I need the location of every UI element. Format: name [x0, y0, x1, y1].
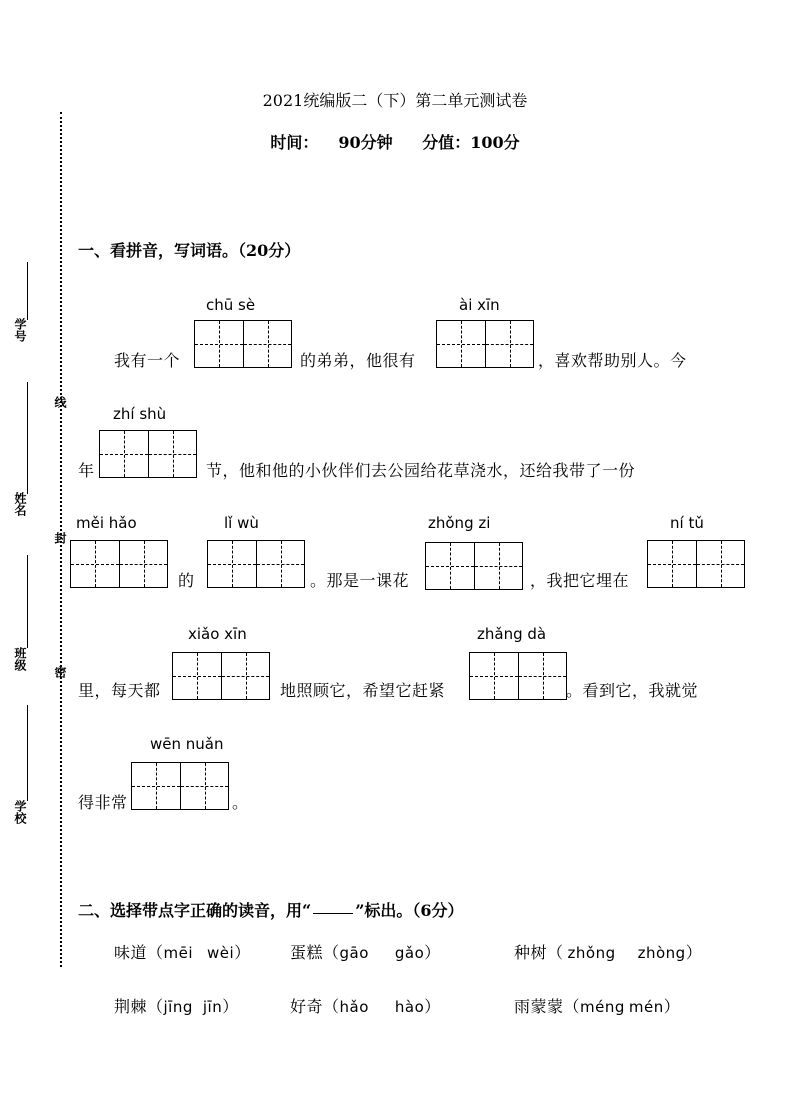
writing-box-mei-hao[interactable] [70, 540, 168, 588]
seal-char-line: 线 [53, 396, 67, 408]
choice-close: ） [424, 997, 441, 1016]
section2-heading [78, 898, 464, 921]
pinyin-zhong-zi: zhǒng zi [428, 514, 491, 532]
name-line [27, 382, 28, 494]
text-segment: 里，每天都 [78, 681, 161, 700]
choice-item [514, 940, 702, 963]
choice-word: 好奇（ [290, 997, 340, 1016]
pinyin-ni-tu: ní tǔ [670, 514, 704, 532]
pinyin-ai-xin: ài xīn [459, 296, 500, 314]
writing-box-ai-xin[interactable] [436, 320, 534, 368]
text-segment: 节，他和他的小伙伴们去公园给花草浇水，还给我带了一份 [206, 461, 636, 480]
text-segment: 。 [232, 793, 249, 812]
writing-box-chu-se[interactable] [194, 320, 292, 368]
student-id-label: 学号 [13, 318, 27, 342]
choice-word: 雨蒙蒙（ [514, 997, 581, 1016]
pinyin-li-wu: lǐ wù [224, 514, 259, 532]
choice-item [514, 994, 680, 1017]
choice-item [114, 994, 239, 1017]
text-segment: 我有一个 [114, 351, 181, 370]
choice-option[interactable]: jīn [202, 998, 223, 1016]
choice-option[interactable]: zhòng [637, 944, 686, 962]
choice-option[interactable]: zhǒng [567, 944, 616, 962]
writing-box-zhang-da[interactable] [469, 652, 567, 700]
choice-option[interactable]: mén [628, 998, 664, 1016]
text-segment: ，我把它埋在 [530, 571, 630, 590]
writing-box-li-wu[interactable] [207, 540, 305, 588]
choice-item [290, 940, 441, 963]
text-segment: 得非常 [78, 793, 128, 812]
choice-option[interactable]: méng [580, 998, 625, 1016]
text-segment: 年 [78, 461, 95, 480]
section2-heading-after: ”标出。（6分） [355, 901, 464, 920]
text-segment: 的 [178, 571, 195, 590]
choice-option[interactable]: jīng [163, 998, 193, 1016]
pinyin-chu-se: chū sè [206, 296, 256, 314]
underline-marker [313, 913, 353, 914]
choice-word: 荆棘（ [114, 997, 164, 1016]
name-label: 姓名 [13, 492, 27, 516]
score-label: 分值： [422, 133, 471, 152]
writing-box-zhi-shu[interactable] [99, 430, 197, 478]
school-line [27, 705, 28, 801]
choice-item [290, 994, 441, 1017]
seal-char-seal: 封 [53, 532, 67, 544]
pinyin-zhi-shu: zhí shù [113, 405, 167, 423]
choice-close: ） [685, 943, 703, 962]
writing-box-xiao-xin[interactable] [172, 652, 270, 700]
pinyin-xiao-xin: xiǎo xīn [188, 625, 247, 643]
text-segment: 。看到它，我就觉 [566, 681, 699, 700]
choice-option[interactable]: gǎo [394, 944, 425, 962]
page-title: 2021统编版二（下）第二单元测试卷 [262, 91, 528, 110]
seal-char-secret: 密 [53, 666, 67, 678]
student-id-line [27, 262, 28, 320]
text-segment: 的弟弟，他很有 [300, 351, 416, 370]
choice-close: ） [222, 997, 239, 1016]
writing-box-wen-nuan[interactable] [131, 762, 229, 810]
choice-option[interactable]: hǎo [339, 998, 369, 1016]
writing-box-ni-tu[interactable] [647, 540, 745, 588]
score-value: 100分 [470, 133, 520, 152]
school-label: 学校 [13, 800, 27, 824]
choice-word: 种树（ [514, 943, 564, 962]
choice-option[interactable]: hào [394, 998, 425, 1016]
pinyin-mei-hao: měi hǎo [76, 514, 137, 532]
choice-close: ） [424, 943, 441, 962]
pinyin-wen-nuan: wēn nuǎn [150, 735, 224, 753]
choice-item [114, 940, 251, 963]
text-segment: 。那是一课花 [310, 571, 410, 590]
section1-heading: 一、看拼音，写词语。（20分） [78, 241, 301, 260]
time-value: 90分钟 [338, 133, 393, 152]
section2-heading-before: 二、选择带点字正确的读音，用“ [78, 901, 312, 920]
class-line [27, 555, 28, 648]
choice-close: ） [234, 943, 251, 962]
choice-close: ） [663, 997, 681, 1016]
pinyin-zhang-da: zhǎng dà [477, 625, 547, 643]
choice-option[interactable]: wèi [207, 944, 235, 962]
class-label: 班级 [13, 647, 27, 671]
choice-word: 味道（ [114, 943, 164, 962]
choice-option[interactable]: gāo [339, 944, 369, 962]
text-segment: 地照顾它，希望它赶紧 [280, 681, 446, 700]
writing-box-zhong-zi[interactable] [425, 542, 523, 590]
choice-word: 蛋糕（ [290, 943, 340, 962]
time-label: 时间： [270, 133, 319, 152]
text-segment: ，喜欢帮助别人。今 [538, 351, 687, 370]
exam-info [0, 130, 790, 153]
choice-option[interactable]: mēi [163, 944, 194, 962]
